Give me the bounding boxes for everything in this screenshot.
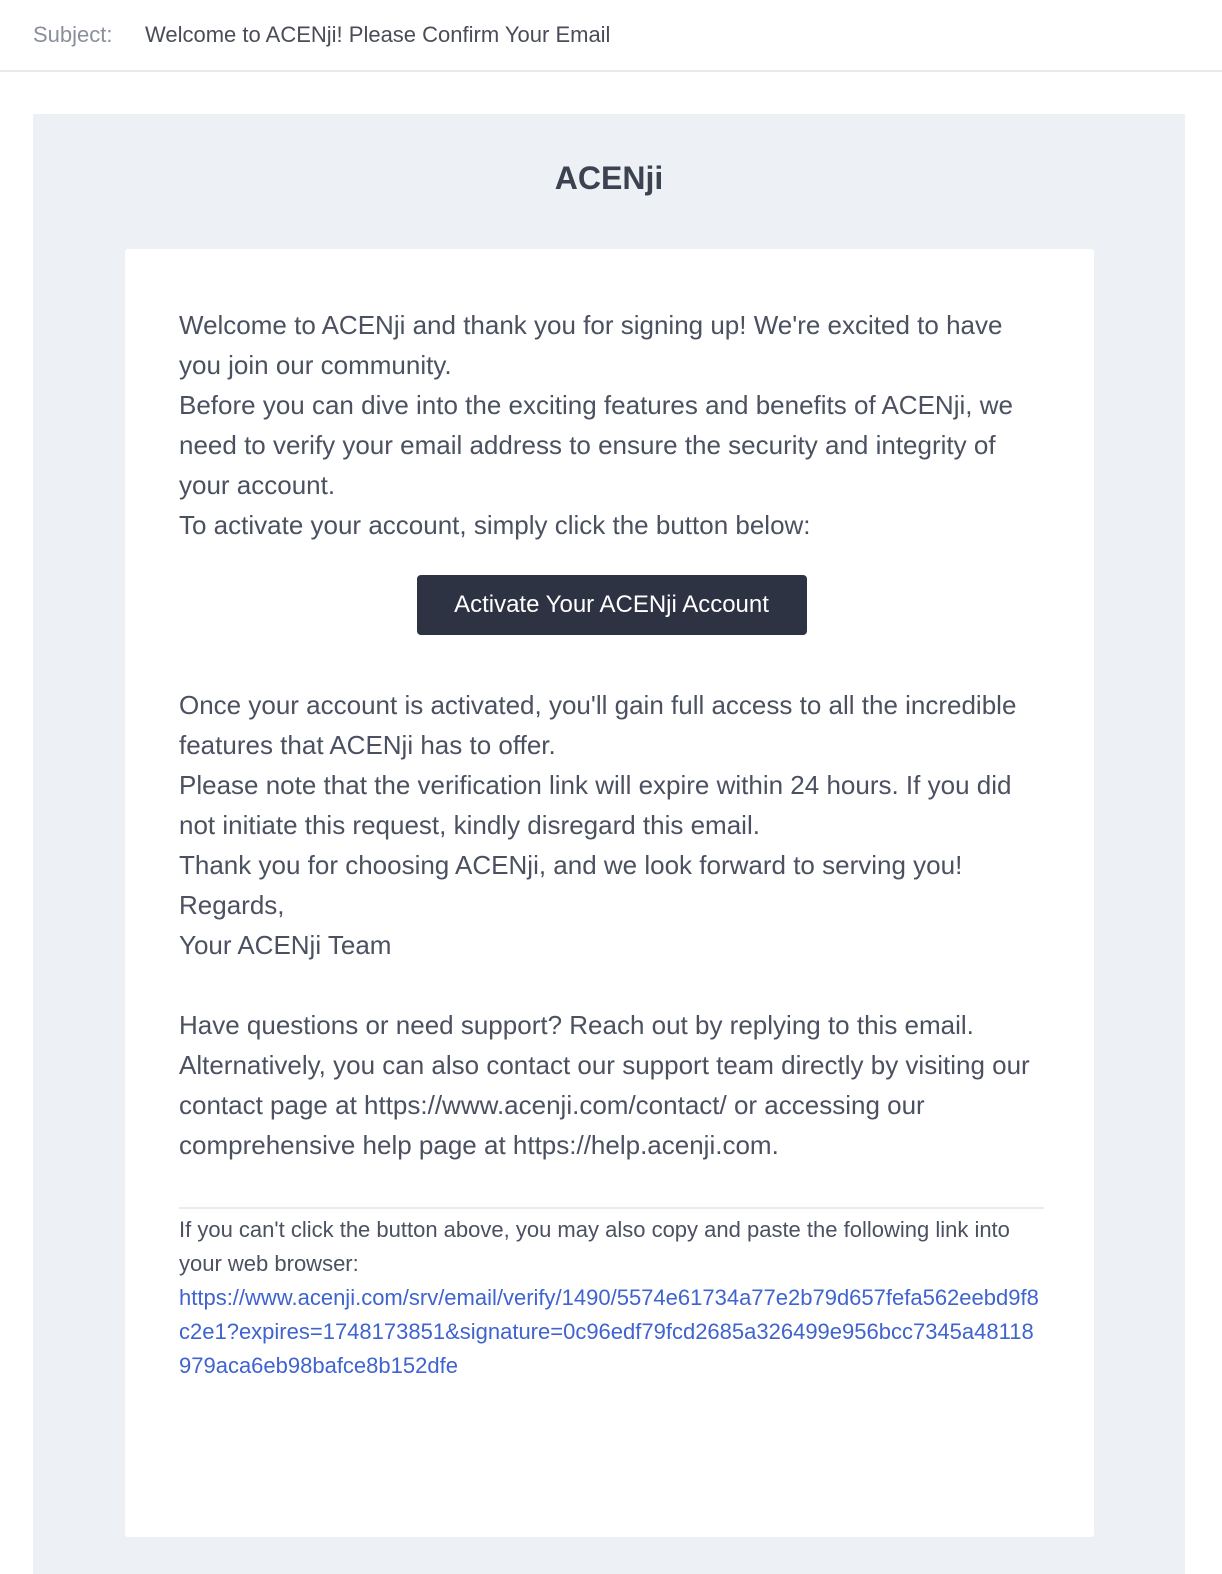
email-card: [125, 249, 1094, 1537]
subject-value: Welcome to ACENji! Please Confirm Your Email: [145, 22, 611, 47]
body-text: Thank you for choosing ACENji, and we look forward to serving you!: [179, 850, 963, 880]
body-text: Please note that the verification link will expire within 24 hours. If you did not initiate this request, kindly disregard this email.: [179, 770, 1012, 840]
footer-note: If you can't click the button above, you may also copy and paste the following link into your web browser:: [179, 1217, 1010, 1276]
subject-label: Subject:: [33, 22, 113, 47]
body-text: Once your account is activated, you'll gain full access to all the incredible features that ACENji has to offer.: [179, 690, 1017, 760]
support-text: Alternatively, you can also contact our support team directly by visiting our contact page at https://www.acenji.com/contact/ or accessing our comprehensive help page at https://help.acenji.com.: [179, 1050, 1030, 1160]
intro-text: Before you can dive into the exciting features and benefits of ACENji, we need to verify your email address to ensure the security and integrity of your account.: [179, 390, 1013, 500]
email-header: [0, 0, 1222, 72]
activate-account-button[interactable]: Activate Your ACENji Account: [417, 575, 807, 635]
brand-title: ACENji: [554, 160, 664, 196]
signature: Your ACENji Team: [179, 930, 392, 960]
verify-link[interactable]: https://www.acenji.com/srv/email/verify/1490/5574e61734a77e2b79d657fefa562eebd9f8c2e1?expires=1748173851&signature=0c96edf79fcd2685a326499e956bcc7345a48118979aca6eb98bafce8b152dfe: [179, 1285, 1039, 1378]
divider: [179, 1207, 1044, 1209]
support-text: Have questions or need support? Reach out by replying to this email.: [179, 1010, 974, 1040]
intro-text: To activate your account, simply click the button below:: [179, 510, 811, 540]
regards: Regards,: [179, 890, 285, 920]
intro-text: Welcome to ACENji and thank you for signing up! We're excited to have you join our community.: [179, 310, 1003, 380]
email-body: [33, 114, 1185, 1574]
